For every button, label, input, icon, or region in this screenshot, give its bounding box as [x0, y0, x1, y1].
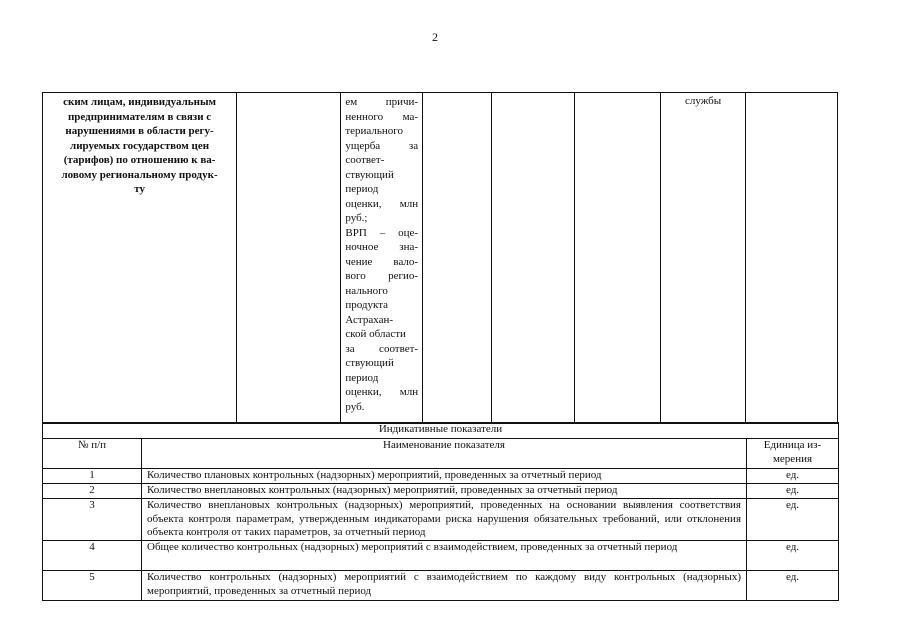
text-line: ВРП – оце-	[345, 226, 419, 239]
text-line: ночное зна-	[345, 241, 419, 253]
text-line: ским лицам, индивидуальным	[63, 96, 217, 108]
text-line: продукта	[345, 299, 389, 311]
text-line: оценки, млн	[345, 197, 419, 210]
text-line: ущерба за	[345, 139, 419, 152]
text-line: чение вало-	[345, 255, 419, 268]
empty-cell	[491, 93, 575, 424]
header-num: № п/п	[43, 439, 142, 469]
table-row	[43, 484, 839, 499]
text-line: соответ-	[345, 154, 385, 166]
text-line: ловому региональному продук-	[61, 168, 218, 181]
row-name: Количество контрольных (надзорных) мероприятий с взаимодействием по каждому виду контрольных (надзорных) мероприятий, проведенных за отчетный период	[142, 571, 747, 601]
row-name: Количество внеплановых контрольных (надзорных) мероприятий, проведенных на основании выявления соответствия объекта контроля параметрам, утвержденным индикаторами риска нарушения обязательных требований, или отклонения объекта контроля от таких параметров, за отчетный период	[142, 499, 747, 541]
text-line: ствующий	[345, 168, 394, 181]
empty-cell	[423, 93, 491, 424]
table-row	[43, 541, 839, 571]
row-num: 1	[43, 469, 142, 484]
row-num: 2	[43, 484, 142, 499]
empty-cell	[745, 93, 837, 424]
text-line: предпринимателям в связи с	[67, 110, 212, 123]
text-line: нарушениями в области регу-	[65, 125, 214, 137]
text-line: ствующий	[345, 357, 394, 369]
service-cell: службы	[661, 93, 746, 424]
text-line: ской области	[345, 328, 406, 340]
text-line: Астрахан-	[345, 313, 394, 326]
formula-description-cell	[341, 93, 423, 424]
text-line: период	[345, 371, 379, 384]
header-unit: Единица из-мерения	[747, 439, 839, 469]
violations-description-cell	[43, 93, 237, 424]
text-line: нального	[345, 284, 388, 297]
text-line: за соответ-	[345, 342, 419, 355]
row-unit: ед.	[747, 541, 839, 571]
row-name: Общее количество контрольных (надзорных) мероприятий с взаимодействием, проведенных за отчетный период	[142, 541, 747, 571]
table-row	[43, 469, 839, 484]
row-unit: ед.	[747, 499, 839, 541]
row-name: Количество плановых контрольных (надзорных) мероприятий, проведенных за отчетный период	[142, 469, 747, 484]
row-name: Количество внеплановых контрольных (надзорных) мероприятий, проведенных за отчетный период	[142, 484, 747, 499]
text-line: оценки, млн	[345, 386, 419, 398]
empty-cell	[237, 93, 341, 424]
text-line: вого регио-	[345, 270, 419, 282]
text-line: ненного ма-	[345, 110, 419, 123]
text-line: лируемых государством цен	[70, 139, 210, 152]
text-line: (тарифов) по отношению к ва-	[63, 154, 216, 166]
text-line: ту	[134, 183, 145, 195]
continuation-table	[42, 92, 838, 424]
text-line: период	[345, 183, 379, 195]
row-num: 3	[43, 499, 142, 541]
text-line: териального	[345, 125, 404, 137]
row-unit: ед.	[747, 484, 839, 499]
indicators-table	[42, 422, 839, 601]
row-unit: ед.	[747, 571, 839, 601]
text-line: руб.	[345, 400, 365, 413]
text-line: руб.;	[345, 212, 368, 224]
text-line: ем причи-	[345, 96, 419, 108]
row-num: 5	[43, 571, 142, 601]
page-number: 2	[432, 30, 438, 44]
table-row	[43, 571, 839, 601]
table-row	[43, 499, 839, 541]
empty-cell	[575, 93, 661, 424]
row-num: 4	[43, 541, 142, 571]
header-name: Наименование показателя	[142, 439, 747, 469]
row-unit: ед.	[747, 469, 839, 484]
section-title: Индикативные показатели	[43, 423, 839, 439]
